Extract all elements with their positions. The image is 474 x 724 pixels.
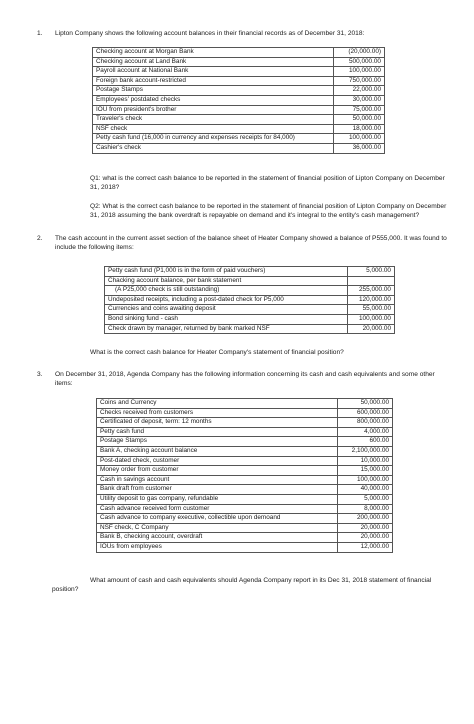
table-row — [97, 427, 393, 437]
table-row — [97, 399, 393, 409]
item-label: Checking account at Morgan Bank — [93, 48, 334, 58]
item-label: Checking account at Land Bank — [93, 57, 334, 67]
item-amount: 30,000.00 — [334, 95, 385, 105]
item-amount: 50,000.00 — [338, 399, 393, 409]
item-amount: 18,000.00 — [334, 124, 385, 134]
item-amount: 75,000.00 — [334, 105, 385, 115]
item-amount: 120,000.00 — [348, 295, 395, 305]
table-row — [105, 267, 395, 277]
item-label: Currencies and coins awaiting deposit — [105, 305, 348, 315]
item-label: Payroll account at National Bank — [93, 67, 334, 77]
lipton-account-table — [92, 47, 385, 154]
item-amount: (20,000.00) — [334, 48, 385, 58]
table-row — [97, 456, 393, 466]
item-label: Check drawn by manager, returned by bank marked NSF — [105, 324, 348, 334]
table-row — [97, 437, 393, 447]
table-row — [93, 115, 385, 125]
item-label: Chacking account balance, per bank statement — [105, 276, 348, 286]
agenda-items-table — [96, 398, 393, 553]
table-row — [105, 305, 395, 315]
table-row — [97, 418, 393, 428]
table-row — [105, 276, 395, 286]
table-row — [93, 134, 385, 144]
item-label: Coins and Currency — [97, 399, 338, 409]
item-label: Bank B, checking account, overdraft — [97, 533, 338, 543]
item-label: Foreign bank account-restricted — [93, 76, 334, 86]
item-label: Petty cash fund — [97, 427, 338, 437]
item-label: Post-dated check, customer — [97, 456, 338, 466]
item-label: Money order from customer — [97, 466, 338, 476]
item-label: Traveler's check — [93, 115, 334, 125]
question-3-number: 3. — [37, 371, 43, 378]
table-row — [93, 95, 385, 105]
table-row — [105, 286, 395, 296]
item-amount — [348, 276, 395, 286]
table-row — [93, 67, 385, 77]
item-label: Bank A, checking account balance — [97, 446, 338, 456]
item-amount: 55,000.00 — [348, 305, 395, 315]
item-label: Postage Stamps — [97, 437, 338, 447]
heater-items-table — [104, 266, 395, 334]
table-row — [97, 533, 393, 543]
table-row — [93, 57, 385, 67]
item-label: NSF check, C Company — [97, 523, 338, 533]
question-2-question: What is the correct cash balance for Heater Company's statement of financial position? — [90, 349, 344, 356]
item-amount: 100,000.00 — [338, 475, 393, 485]
table-row — [93, 48, 385, 58]
item-label: Petty cash fund (16,000 in currency and expenses receipts for 84,000) — [93, 134, 334, 144]
item-amount: 2,100,000.00 — [338, 446, 393, 456]
item-label: Cash advance received form customer — [97, 504, 338, 514]
item-amount: 4,000.00 — [338, 427, 393, 437]
item-label: Cash advance to company executive, collectible upon demoand — [97, 514, 338, 524]
item-amount: 50,000.00 — [334, 115, 385, 125]
table-row — [93, 124, 385, 134]
table-row — [97, 446, 393, 456]
item-amount: 100,000.00 — [334, 67, 385, 77]
item-amount: 15,000.00 — [338, 466, 393, 476]
table-row — [97, 542, 393, 552]
question-1-number: 1. — [37, 30, 43, 37]
table-row — [97, 514, 393, 524]
item-amount: 600.00 — [338, 437, 393, 447]
table-row — [93, 86, 385, 96]
question-2-intro: The cash account in the current asset section of the balance sheet of Heater Company showed a balance of P555,000. It was found to include the following items: — [55, 235, 447, 251]
item-label: Postage Stamps — [93, 86, 334, 96]
item-amount: 200,000.00 — [338, 514, 393, 524]
item-label: Petty cash fund (P1,000 is in the form of paid vouchers) — [105, 267, 348, 277]
table-row — [105, 295, 395, 305]
item-amount: 20,000.00 — [338, 533, 393, 543]
item-label: Bank draft from customer — [97, 485, 338, 495]
table-row — [93, 143, 385, 153]
item-label: IOUs from employees — [97, 542, 338, 552]
table-row — [97, 475, 393, 485]
question-1-sub-q2: Q2: What is the correct cash balance to be reported in the statement of financial position of Lipton Company on December 31, 2018 assuming the bank overdraft is repayable on demand and it's integral to the entity's cash management? — [90, 203, 447, 219]
item-amount: 500,000.00 — [334, 57, 385, 67]
item-label: Cash in savings account — [97, 475, 338, 485]
item-amount: 5,000.00 — [338, 494, 393, 504]
item-amount: 255,000.00 — [348, 286, 395, 296]
item-amount: 5,000.00 — [348, 267, 395, 277]
item-label: NSF check — [93, 124, 334, 134]
item-amount: 20,000.00 — [338, 523, 393, 533]
table-row — [97, 408, 393, 418]
question-2-number: 2. — [37, 235, 43, 242]
item-amount: 22,000.00 — [334, 86, 385, 96]
item-amount: 20,000.00 — [348, 324, 395, 334]
table-row — [93, 105, 385, 115]
item-amount: 10,000.00 — [338, 456, 393, 466]
table-row — [93, 76, 385, 86]
item-amount: 36,000.00 — [334, 143, 385, 153]
table-row — [105, 314, 395, 324]
item-amount: 750,000.00 — [334, 76, 385, 86]
question-1-sub-q1: Q1: what is the correct cash balance to be reported in the statement of financial position of Lipton Company on December 31, 2018? — [90, 175, 445, 191]
table-row — [97, 504, 393, 514]
item-label: Cashier's check — [93, 143, 334, 153]
item-label: Bond sinking fund - cash — [105, 314, 348, 324]
item-label: (A P25,000 check is still outstanding) — [105, 286, 348, 296]
item-amount: 40,000.00 — [338, 485, 393, 495]
item-amount: 600,000.00 — [338, 408, 393, 418]
item-label: Undeposited receipts, including a post-dated check for P5,000 — [105, 295, 348, 305]
question-3-intro: On December 31, 2018, Agenda Company has the following information concerning its cash and cash equivalents and some other items: — [55, 371, 435, 387]
question-3-question: What amount of cash and cash equivalents should Agenda Company report in its Dec 31, 2018 statement of financial position? — [52, 577, 432, 593]
item-label: Certificated of deposit, term: 12 months — [97, 418, 338, 428]
item-label: Employees' postdated checks — [93, 95, 334, 105]
table-row — [97, 466, 393, 476]
item-amount: 12,000.00 — [338, 542, 393, 552]
item-amount: 8,000.00 — [338, 504, 393, 514]
table-row — [97, 523, 393, 533]
item-label: Utility deposit to gas company, refundable — [97, 494, 338, 504]
table-row — [105, 324, 395, 334]
item-amount: 100,000.00 — [348, 314, 395, 324]
table-row — [97, 494, 393, 504]
item-label: Checks received from customers — [97, 408, 338, 418]
item-amount: 800,000.00 — [338, 418, 393, 428]
item-label: IOU from president's brother — [93, 105, 334, 115]
question-1-intro: Lipton Company shows the following account balances in their financial records as of December 31, 2018: — [55, 30, 365, 37]
table-row — [97, 485, 393, 495]
item-amount: 100,000.00 — [334, 134, 385, 144]
